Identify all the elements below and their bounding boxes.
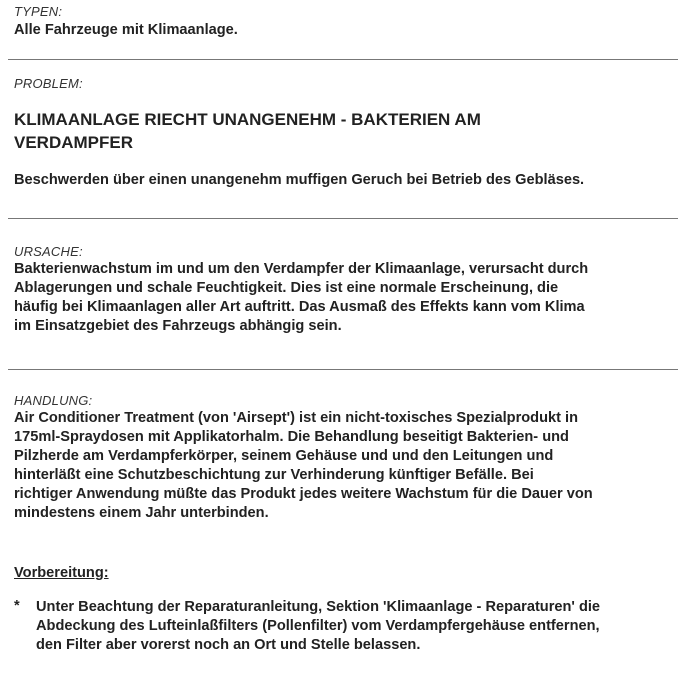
typen-text: Alle Fahrzeuge mit Klimaanlage. (14, 22, 238, 38)
ursache-line-1: Bakterienwachstum im und um den Verdampfer der Klimaanlage, verursacht durch (14, 261, 589, 277)
vorbereitung-line-3: den Filter aber vorerst noch an Ort und Stelle belassen. (36, 637, 421, 653)
handlung-line-5: richtiger Anwendung müßte das Produkt jedes weitere Wachstum für die Dauer von (14, 486, 593, 502)
problem-text: Beschwerden über einen unangenehm muffigen Geruch bei Betrieb des Gebläses. (14, 172, 585, 188)
problem-label: PROBLEM: (14, 76, 83, 91)
ursache-line-3: häufig bei Klimaanlagen aller Art auftritt. Das Ausmaß des Effekts kann vom Klima (14, 299, 585, 315)
handlung-line-3: Pilzherde am Verdampferkörper, seinem Gehäuse und und den Leitungen und (14, 448, 554, 464)
handlung-line-4: hinterläßt eine Schutzbeschichtung zur Verhinderung künftiger Befälle. Bei (14, 467, 534, 483)
bullet-marker: * (14, 598, 20, 614)
problem-title-line-1: KLIMAANLAGE RIECHT UNANGENEHM - BAKTERIEN AM (14, 110, 481, 129)
handlung-line-1: Air Conditioner Treatment (von 'Airsept') ist ein nicht-toxisches Spezialprodukt in (14, 410, 579, 426)
handlung-line-2: 175ml-Spraydosen mit Applikatorhalm. Die Behandlung beseitigt Bakterien- und (14, 429, 569, 445)
typen-label: TYPEN: (14, 4, 63, 19)
vorbereitung-line-1: Unter Beachtung der Reparaturanleitung, Sektion 'Klimaanlage - Reparaturen' die (36, 599, 601, 615)
divider (8, 218, 678, 219)
ursache-line-4: im Einsatzgebiet des Fahrzeugs abhängig sein. (14, 318, 342, 334)
ursache-label: URSACHE: (14, 244, 83, 259)
handlung-line-6: mindestens einem Jahr unterbinden. (14, 505, 269, 521)
handlung-label: HANDLUNG: (14, 393, 93, 408)
divider (8, 369, 678, 370)
vorbereitung-line-2: Abdeckung des Lufteinlaßfilters (Pollenfilter) vom Verdampfergehäuse entfernen, (36, 618, 600, 634)
problem-title-line-2: VERDAMPFER (14, 133, 134, 152)
divider (8, 59, 678, 60)
vorbereitung-heading: Vorbereitung: (14, 565, 109, 581)
ursache-line-2: Ablagerungen und schale Feuchtigkeit. Dies ist eine normale Erscheinung, die (14, 280, 559, 296)
